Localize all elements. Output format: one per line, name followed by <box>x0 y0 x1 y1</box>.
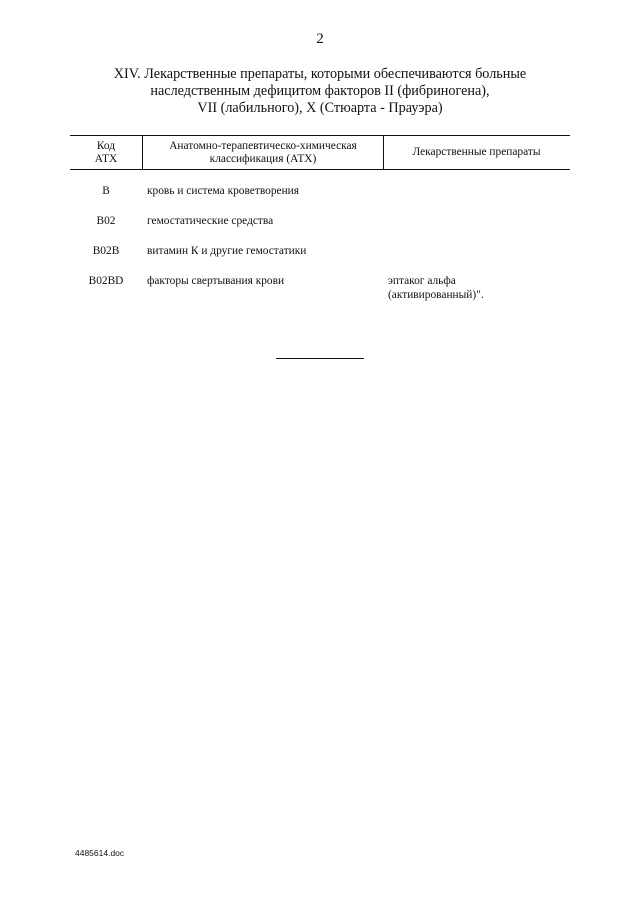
row-name: витамин К и другие гемостатики <box>147 245 307 257</box>
page-number: 2 <box>316 31 324 47</box>
header-code-atx <box>70 136 142 169</box>
footer-file-name: 4485614.doc <box>75 848 125 858</box>
header-drugs-label: Лекарственные препараты <box>412 146 541 158</box>
row-name: кровь и система кроветворения <box>147 185 300 197</box>
header-atx-classification <box>142 136 384 169</box>
row-code: B02B <box>92 245 120 257</box>
section-title-line: наследственным дефицитом факторов II (фибриногена), <box>150 83 490 99</box>
row-code: B02BD <box>88 275 124 287</box>
row-code: B <box>102 185 110 197</box>
section-title <box>70 66 570 117</box>
row-name: факторы свертывания крови <box>147 275 285 287</box>
header-atx-line: Анатомно-терапевтическо-химическая <box>169 139 357 152</box>
row-drug-line: эптаког альфа <box>388 275 456 287</box>
header-atx-line: классификация (АТХ) <box>209 152 317 165</box>
row-name: гемостатические средства <box>147 215 274 227</box>
row-drug-line: (активированный)". <box>388 289 484 301</box>
end-divider <box>276 358 364 359</box>
section-title-line: VII (лабильного), X (Стюарта - Прауэра) <box>197 100 443 116</box>
table-header <box>70 135 570 170</box>
header-drugs <box>383 136 570 169</box>
row-drug <box>388 274 570 302</box>
row-code: B02 <box>96 215 116 227</box>
header-code-line: АТХ <box>94 152 118 165</box>
header-code-line: Код <box>96 139 116 152</box>
section-title-line: XIV. Лекарственные препараты, которыми обеспечиваются больные <box>113 66 527 82</box>
